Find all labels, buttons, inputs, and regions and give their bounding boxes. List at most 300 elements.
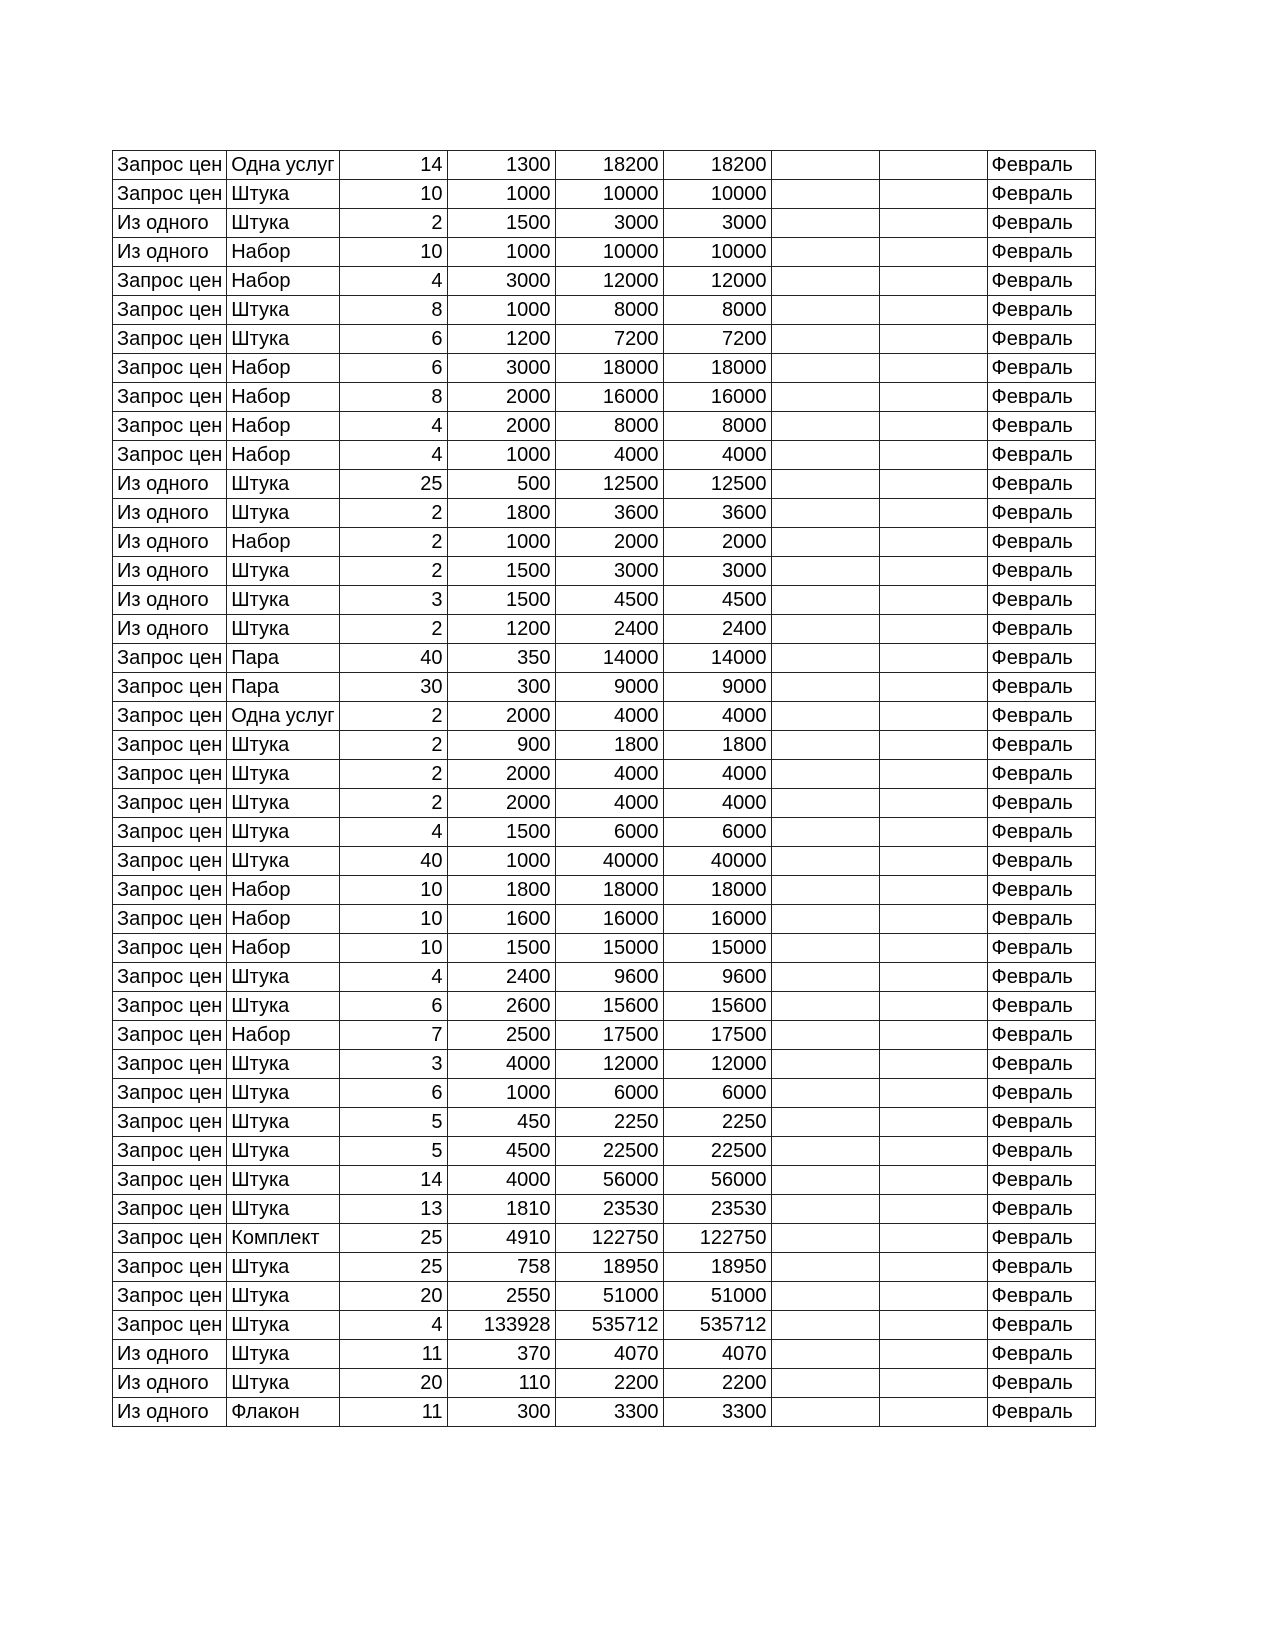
sum-cell: 3600: [555, 499, 663, 528]
price-cell: 300: [447, 1398, 555, 1427]
sum-cell: 12000: [555, 267, 663, 296]
total-cell: 122750: [663, 1224, 771, 1253]
quantity-cell: 6: [339, 325, 447, 354]
sum-cell: 22500: [555, 1137, 663, 1166]
month-cell: Февраль: [987, 789, 1095, 818]
table-row: [113, 1282, 1096, 1311]
sum-cell: 56000: [555, 1166, 663, 1195]
month-cell: Февраль: [987, 1253, 1095, 1282]
unit-cell: Штука: [227, 470, 339, 499]
empty-cell: [879, 992, 987, 1021]
table-row: [113, 876, 1096, 905]
unit-cell: Набор: [227, 528, 339, 557]
sum-cell: 14000: [555, 644, 663, 673]
empty-cell: [879, 673, 987, 702]
table-row: [113, 1311, 1096, 1340]
empty-cell: [771, 1311, 879, 1340]
empty-cell: [879, 1253, 987, 1282]
price-cell: 450: [447, 1108, 555, 1137]
table-row: [113, 1079, 1096, 1108]
price-cell: 1200: [447, 325, 555, 354]
table-row: [113, 1021, 1096, 1050]
price-cell: 1500: [447, 557, 555, 586]
sum-cell: 6000: [555, 1079, 663, 1108]
unit-cell: Одна услуг: [227, 151, 339, 180]
month-cell: Февраль: [987, 1224, 1095, 1253]
unit-cell: Штука: [227, 209, 339, 238]
unit-cell: Пара: [227, 673, 339, 702]
price-cell: 370: [447, 1340, 555, 1369]
empty-cell: [879, 905, 987, 934]
empty-cell: [879, 267, 987, 296]
price-cell: 133928: [447, 1311, 555, 1340]
sum-cell: 4000: [555, 441, 663, 470]
method-cell: Запрос цен: [113, 1224, 227, 1253]
method-cell: Запрос цен: [113, 760, 227, 789]
empty-cell: [771, 557, 879, 586]
total-cell: 8000: [663, 296, 771, 325]
empty-cell: [771, 1253, 879, 1282]
method-cell: Запрос цен: [113, 963, 227, 992]
total-cell: 9600: [663, 963, 771, 992]
unit-cell: Штука: [227, 731, 339, 760]
unit-cell: Штука: [227, 992, 339, 1021]
quantity-cell: 4: [339, 1311, 447, 1340]
method-cell: Из одного: [113, 470, 227, 499]
unit-cell: Штука: [227, 760, 339, 789]
quantity-cell: 5: [339, 1108, 447, 1137]
method-cell: Из одного: [113, 209, 227, 238]
method-cell: Запрос цен: [113, 992, 227, 1021]
price-cell: 2600: [447, 992, 555, 1021]
method-cell: Запрос цен: [113, 876, 227, 905]
price-cell: 758: [447, 1253, 555, 1282]
total-cell: 16000: [663, 905, 771, 934]
table-row: [113, 180, 1096, 209]
method-cell: Запрос цен: [113, 267, 227, 296]
total-cell: 535712: [663, 1311, 771, 1340]
price-cell: 900: [447, 731, 555, 760]
empty-cell: [771, 1369, 879, 1398]
method-cell: Запрос цен: [113, 325, 227, 354]
sum-cell: 51000: [555, 1282, 663, 1311]
month-cell: Февраль: [987, 1398, 1095, 1427]
empty-cell: [771, 1021, 879, 1050]
total-cell: 6000: [663, 1079, 771, 1108]
month-cell: Февраль: [987, 1340, 1095, 1369]
table-row: [113, 470, 1096, 499]
empty-cell: [771, 1166, 879, 1195]
unit-cell: Набор: [227, 267, 339, 296]
quantity-cell: 10: [339, 934, 447, 963]
unit-cell: Штука: [227, 1369, 339, 1398]
quantity-cell: 2: [339, 557, 447, 586]
quantity-cell: 2: [339, 499, 447, 528]
method-cell: Из одного: [113, 1369, 227, 1398]
table-body: [113, 151, 1096, 1427]
total-cell: 15600: [663, 992, 771, 1021]
table-row: [113, 209, 1096, 238]
table-row: [113, 528, 1096, 557]
quantity-cell: 40: [339, 644, 447, 673]
empty-cell: [879, 934, 987, 963]
quantity-cell: 40: [339, 847, 447, 876]
table-row: [113, 1253, 1096, 1282]
empty-cell: [771, 963, 879, 992]
unit-cell: Штука: [227, 615, 339, 644]
empty-cell: [771, 586, 879, 615]
total-cell: 2250: [663, 1108, 771, 1137]
table-row: [113, 354, 1096, 383]
total-cell: 40000: [663, 847, 771, 876]
empty-cell: [771, 383, 879, 412]
method-cell: Запрос цен: [113, 818, 227, 847]
table-row: [113, 412, 1096, 441]
unit-cell: Штука: [227, 1311, 339, 1340]
price-cell: 2550: [447, 1282, 555, 1311]
quantity-cell: 6: [339, 992, 447, 1021]
price-cell: 1810: [447, 1195, 555, 1224]
method-cell: Запрос цен: [113, 934, 227, 963]
empty-cell: [771, 267, 879, 296]
month-cell: Февраль: [987, 354, 1095, 383]
method-cell: Запрос цен: [113, 1282, 227, 1311]
price-cell: 2000: [447, 702, 555, 731]
table-row: [113, 1108, 1096, 1137]
empty-cell: [771, 412, 879, 441]
empty-cell: [879, 1195, 987, 1224]
method-cell: Запрос цен: [113, 702, 227, 731]
sum-cell: 16000: [555, 905, 663, 934]
method-cell: Из одного: [113, 238, 227, 267]
month-cell: Февраль: [987, 296, 1095, 325]
unit-cell: Набор: [227, 934, 339, 963]
sum-cell: 18200: [555, 151, 663, 180]
price-cell: 1000: [447, 847, 555, 876]
total-cell: 18000: [663, 876, 771, 905]
table-row: [113, 789, 1096, 818]
total-cell: 2000: [663, 528, 771, 557]
unit-cell: Штука: [227, 1079, 339, 1108]
quantity-cell: 4: [339, 267, 447, 296]
empty-cell: [879, 818, 987, 847]
month-cell: Февраль: [987, 151, 1095, 180]
empty-cell: [771, 760, 879, 789]
sum-cell: 12500: [555, 470, 663, 499]
quantity-cell: 8: [339, 383, 447, 412]
total-cell: 4500: [663, 586, 771, 615]
empty-cell: [879, 528, 987, 557]
price-cell: 2000: [447, 383, 555, 412]
month-cell: Февраль: [987, 992, 1095, 1021]
month-cell: Февраль: [987, 847, 1095, 876]
empty-cell: [771, 1108, 879, 1137]
quantity-cell: 14: [339, 151, 447, 180]
method-cell: Запрос цен: [113, 1108, 227, 1137]
price-cell: 1000: [447, 180, 555, 209]
month-cell: Февраль: [987, 1137, 1095, 1166]
unit-cell: Набор: [227, 354, 339, 383]
method-cell: Запрос цен: [113, 1137, 227, 1166]
total-cell: 7200: [663, 325, 771, 354]
price-cell: 2000: [447, 789, 555, 818]
month-cell: Февраль: [987, 1021, 1095, 1050]
price-cell: 3000: [447, 267, 555, 296]
empty-cell: [879, 1224, 987, 1253]
empty-cell: [771, 789, 879, 818]
total-cell: 18950: [663, 1253, 771, 1282]
empty-cell: [879, 1108, 987, 1137]
price-cell: 1000: [447, 1079, 555, 1108]
method-cell: Запрос цен: [113, 1311, 227, 1340]
total-cell: 3300: [663, 1398, 771, 1427]
month-cell: Февраль: [987, 180, 1095, 209]
month-cell: Февраль: [987, 441, 1095, 470]
total-cell: 56000: [663, 1166, 771, 1195]
quantity-cell: 4: [339, 441, 447, 470]
month-cell: Февраль: [987, 412, 1095, 441]
table-row: [113, 1195, 1096, 1224]
quantity-cell: 2: [339, 731, 447, 760]
month-cell: Февраль: [987, 1282, 1095, 1311]
price-cell: 1200: [447, 615, 555, 644]
month-cell: Февраль: [987, 383, 1095, 412]
empty-cell: [879, 325, 987, 354]
method-cell: Запрос цен: [113, 383, 227, 412]
quantity-cell: 2: [339, 702, 447, 731]
method-cell: Запрос цен: [113, 1021, 227, 1050]
sum-cell: 8000: [555, 296, 663, 325]
sum-cell: 15000: [555, 934, 663, 963]
price-cell: 3000: [447, 354, 555, 383]
total-cell: 12000: [663, 1050, 771, 1079]
sum-cell: 6000: [555, 818, 663, 847]
price-cell: 2400: [447, 963, 555, 992]
method-cell: Из одного: [113, 528, 227, 557]
quantity-cell: 25: [339, 1224, 447, 1253]
total-cell: 4070: [663, 1340, 771, 1369]
table-row: [113, 586, 1096, 615]
price-cell: 350: [447, 644, 555, 673]
table-row: [113, 1369, 1096, 1398]
unit-cell: Штука: [227, 586, 339, 615]
total-cell: 18200: [663, 151, 771, 180]
unit-cell: Штука: [227, 1108, 339, 1137]
month-cell: Февраль: [987, 644, 1095, 673]
empty-cell: [879, 412, 987, 441]
method-cell: Запрос цен: [113, 180, 227, 209]
sum-cell: 2250: [555, 1108, 663, 1137]
unit-cell: Штука: [227, 557, 339, 586]
month-cell: Февраль: [987, 470, 1095, 499]
empty-cell: [771, 151, 879, 180]
price-cell: 2000: [447, 412, 555, 441]
empty-cell: [771, 296, 879, 325]
total-cell: 10000: [663, 180, 771, 209]
quantity-cell: 2: [339, 528, 447, 557]
sum-cell: 3000: [555, 557, 663, 586]
total-cell: 51000: [663, 1282, 771, 1311]
quantity-cell: 20: [339, 1369, 447, 1398]
empty-cell: [771, 238, 879, 267]
method-cell: Запрос цен: [113, 412, 227, 441]
empty-cell: [771, 644, 879, 673]
month-cell: Февраль: [987, 528, 1095, 557]
total-cell: 9000: [663, 673, 771, 702]
total-cell: 23530: [663, 1195, 771, 1224]
empty-cell: [879, 1137, 987, 1166]
sum-cell: 17500: [555, 1021, 663, 1050]
sum-cell: 9600: [555, 963, 663, 992]
total-cell: 4000: [663, 441, 771, 470]
unit-cell: Штука: [227, 296, 339, 325]
sum-cell: 40000: [555, 847, 663, 876]
empty-cell: [879, 731, 987, 760]
price-cell: 1500: [447, 586, 555, 615]
table-row: [113, 325, 1096, 354]
month-cell: Февраль: [987, 673, 1095, 702]
month-cell: Февраль: [987, 702, 1095, 731]
quantity-cell: 4: [339, 818, 447, 847]
month-cell: Февраль: [987, 1108, 1095, 1137]
price-cell: 1000: [447, 296, 555, 325]
table-row: [113, 1340, 1096, 1369]
quantity-cell: 6: [339, 354, 447, 383]
total-cell: 2400: [663, 615, 771, 644]
table-row: [113, 673, 1096, 702]
unit-cell: Набор: [227, 1021, 339, 1050]
empty-cell: [879, 847, 987, 876]
method-cell: Запрос цен: [113, 441, 227, 470]
price-cell: 4000: [447, 1050, 555, 1079]
empty-cell: [879, 499, 987, 528]
price-cell: 1000: [447, 441, 555, 470]
method-cell: Из одного: [113, 586, 227, 615]
empty-cell: [771, 905, 879, 934]
table-row: [113, 1137, 1096, 1166]
sum-cell: 10000: [555, 180, 663, 209]
quantity-cell: 2: [339, 209, 447, 238]
method-cell: Запрос цен: [113, 354, 227, 383]
quantity-cell: 25: [339, 470, 447, 499]
total-cell: 18000: [663, 354, 771, 383]
table-row: [113, 760, 1096, 789]
quantity-cell: 14: [339, 1166, 447, 1195]
unit-cell: Штука: [227, 789, 339, 818]
month-cell: Февраль: [987, 1079, 1095, 1108]
quantity-cell: 4: [339, 412, 447, 441]
month-cell: Февраль: [987, 267, 1095, 296]
table-row: [113, 151, 1096, 180]
price-cell: 1000: [447, 238, 555, 267]
empty-cell: [771, 702, 879, 731]
total-cell: 3000: [663, 209, 771, 238]
sum-cell: 122750: [555, 1224, 663, 1253]
total-cell: 4000: [663, 760, 771, 789]
table-row: [113, 557, 1096, 586]
sum-cell: 4000: [555, 789, 663, 818]
total-cell: 15000: [663, 934, 771, 963]
empty-cell: [771, 441, 879, 470]
sum-cell: 2400: [555, 615, 663, 644]
quantity-cell: 13: [339, 1195, 447, 1224]
method-cell: Запрос цен: [113, 673, 227, 702]
empty-cell: [879, 876, 987, 905]
table-row: [113, 934, 1096, 963]
table-row: [113, 383, 1096, 412]
sum-cell: 23530: [555, 1195, 663, 1224]
sum-cell: 1800: [555, 731, 663, 760]
quantity-cell: 10: [339, 876, 447, 905]
table-row: [113, 1166, 1096, 1195]
empty-cell: [771, 992, 879, 1021]
unit-cell: Набор: [227, 441, 339, 470]
table-row: [113, 731, 1096, 760]
month-cell: Февраль: [987, 1311, 1095, 1340]
empty-cell: [771, 1398, 879, 1427]
empty-cell: [771, 1195, 879, 1224]
method-cell: Запрос цен: [113, 731, 227, 760]
month-cell: Февраль: [987, 1166, 1095, 1195]
empty-cell: [771, 528, 879, 557]
total-cell: 3000: [663, 557, 771, 586]
price-cell: 2000: [447, 760, 555, 789]
unit-cell: Штука: [227, 1253, 339, 1282]
table-row: [113, 1050, 1096, 1079]
month-cell: Февраль: [987, 557, 1095, 586]
price-cell: 1500: [447, 818, 555, 847]
quantity-cell: 6: [339, 1079, 447, 1108]
unit-cell: Штука: [227, 1050, 339, 1079]
table-row: [113, 267, 1096, 296]
empty-cell: [879, 586, 987, 615]
table-row: [113, 963, 1096, 992]
empty-cell: [879, 557, 987, 586]
empty-cell: [771, 354, 879, 383]
empty-cell: [771, 470, 879, 499]
table-row: [113, 702, 1096, 731]
empty-cell: [879, 151, 987, 180]
quantity-cell: 2: [339, 615, 447, 644]
unit-cell: Штука: [227, 818, 339, 847]
method-cell: Запрос цен: [113, 296, 227, 325]
month-cell: Февраль: [987, 586, 1095, 615]
method-cell: Запрос цен: [113, 1166, 227, 1195]
total-cell: 17500: [663, 1021, 771, 1050]
empty-cell: [879, 789, 987, 818]
total-cell: 2200: [663, 1369, 771, 1398]
total-cell: 12000: [663, 267, 771, 296]
total-cell: 1800: [663, 731, 771, 760]
month-cell: Февраль: [987, 905, 1095, 934]
price-cell: 1800: [447, 876, 555, 905]
empty-cell: [879, 963, 987, 992]
unit-cell: Флакон: [227, 1398, 339, 1427]
empty-cell: [879, 1398, 987, 1427]
empty-cell: [771, 1340, 879, 1369]
table-row: [113, 296, 1096, 325]
empty-cell: [771, 209, 879, 238]
empty-cell: [771, 876, 879, 905]
empty-cell: [879, 296, 987, 325]
empty-cell: [771, 1282, 879, 1311]
quantity-cell: 8: [339, 296, 447, 325]
empty-cell: [771, 847, 879, 876]
table-row: [113, 847, 1096, 876]
total-cell: 8000: [663, 412, 771, 441]
total-cell: 4000: [663, 702, 771, 731]
quantity-cell: 5: [339, 1137, 447, 1166]
